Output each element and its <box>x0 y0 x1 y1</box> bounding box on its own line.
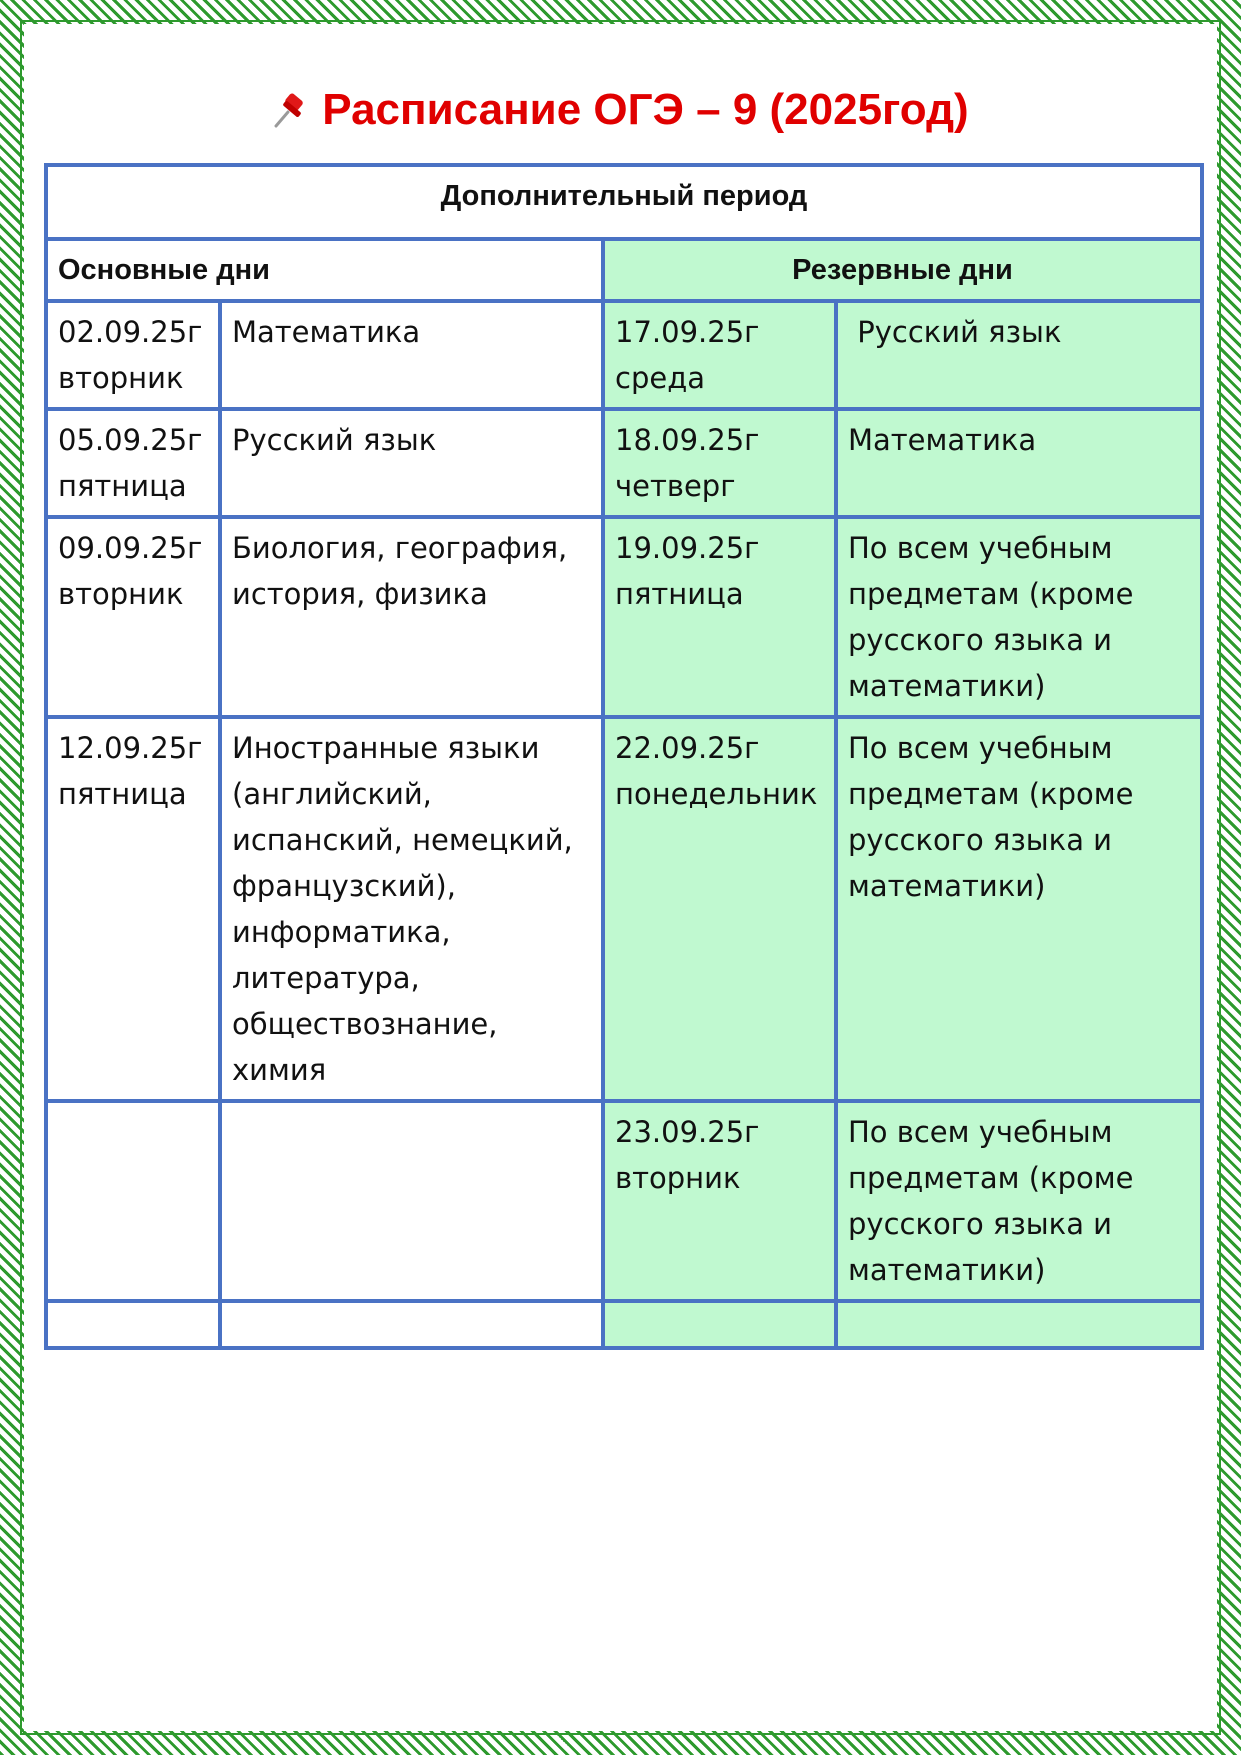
main-subject-cell <box>220 517 603 717</box>
reserve-date-cell <box>603 717 836 1101</box>
main-date-cell <box>46 517 220 717</box>
main-subject-cell <box>220 717 603 1101</box>
main-date: 12.09.25г <box>58 731 203 765</box>
main-days-header: Основные дни <box>46 239 603 301</box>
table-row <box>46 1301 1202 1348</box>
reserve-subject-cell <box>836 1301 1202 1348</box>
reserve-subject: По всем учебным предметам (кроме русского языка и математики) <box>848 531 1134 703</box>
main-date-cell <box>46 301 220 409</box>
pushpin-icon <box>272 90 308 130</box>
main-subject: Математика <box>232 315 421 349</box>
reserve-date: 19.09.25г <box>615 531 760 565</box>
period-heading: Дополнительный период <box>46 165 1202 239</box>
reserve-subject-cell <box>836 517 1202 717</box>
main-date-cell <box>46 1101 220 1301</box>
reserve-date-cell <box>603 301 836 409</box>
main-subject-cell <box>220 301 603 409</box>
main-date: 02.09.25г <box>58 315 203 349</box>
reserve-date: 17.09.25г <box>615 315 760 349</box>
main-day: пятница <box>58 469 187 503</box>
main-day: вторник <box>58 361 184 395</box>
main-subject-cell <box>220 1301 603 1348</box>
main-subject: Биология, география, история, физика <box>232 531 568 611</box>
reserve-date-cell <box>603 1301 836 1348</box>
main-day: пятница <box>58 777 187 811</box>
table-row <box>46 409 1202 517</box>
table-row <box>46 301 1202 409</box>
reserve-subject: По всем учебным предметам (кроме русского языка и математики) <box>848 731 1134 903</box>
main-date-cell <box>46 1301 220 1348</box>
main-day: вторник <box>58 577 184 611</box>
table-row <box>46 517 1202 717</box>
reserve-date-cell <box>603 409 836 517</box>
reserve-date: 22.09.25г <box>615 731 760 765</box>
period-row <box>46 165 1202 239</box>
reserve-subject-cell <box>836 717 1202 1101</box>
reserve-subject-cell <box>836 409 1202 517</box>
reserve-days-header: Резервные дни <box>603 239 1202 301</box>
reserve-subject-cell <box>836 301 1202 409</box>
main-subject-cell <box>220 409 603 517</box>
header-row <box>46 239 1202 301</box>
reserve-day: среда <box>615 361 706 395</box>
main-date: 09.09.25г <box>58 531 203 565</box>
reserve-subject: Математика <box>848 423 1037 457</box>
reserve-date: 23.09.25г <box>615 1115 760 1149</box>
reserve-subject-cell <box>836 1101 1202 1301</box>
main-subject-cell <box>220 1101 603 1301</box>
schedule-table <box>44 163 1204 1350</box>
main-date-cell <box>46 717 220 1101</box>
reserve-day: вторник <box>615 1161 741 1195</box>
main-date-cell <box>46 409 220 517</box>
reserve-day: пятница <box>615 577 744 611</box>
reserve-date-cell <box>603 517 836 717</box>
page-title <box>0 82 1241 138</box>
reserve-subject: Русский язык <box>848 315 1062 349</box>
reserve-date-cell <box>603 1101 836 1301</box>
table-row <box>46 717 1202 1101</box>
main-subject: Иностранные языки (английский, испанский, немецкий, французский), информатика, литература, обществознание, химия <box>232 731 573 1087</box>
reserve-subject: По всем учебным предметам (кроме русского языка и математики) <box>848 1115 1134 1287</box>
main-subject: Русский язык <box>232 423 437 457</box>
main-date: 05.09.25г <box>58 423 203 457</box>
reserve-date: 18.09.25г <box>615 423 760 457</box>
reserve-day: четверг <box>615 469 736 503</box>
page-title-text: Расписание ОГЭ – 9 (2025год) <box>322 85 969 134</box>
table-row <box>46 1101 1202 1301</box>
reserve-day: понедельник <box>615 777 818 811</box>
